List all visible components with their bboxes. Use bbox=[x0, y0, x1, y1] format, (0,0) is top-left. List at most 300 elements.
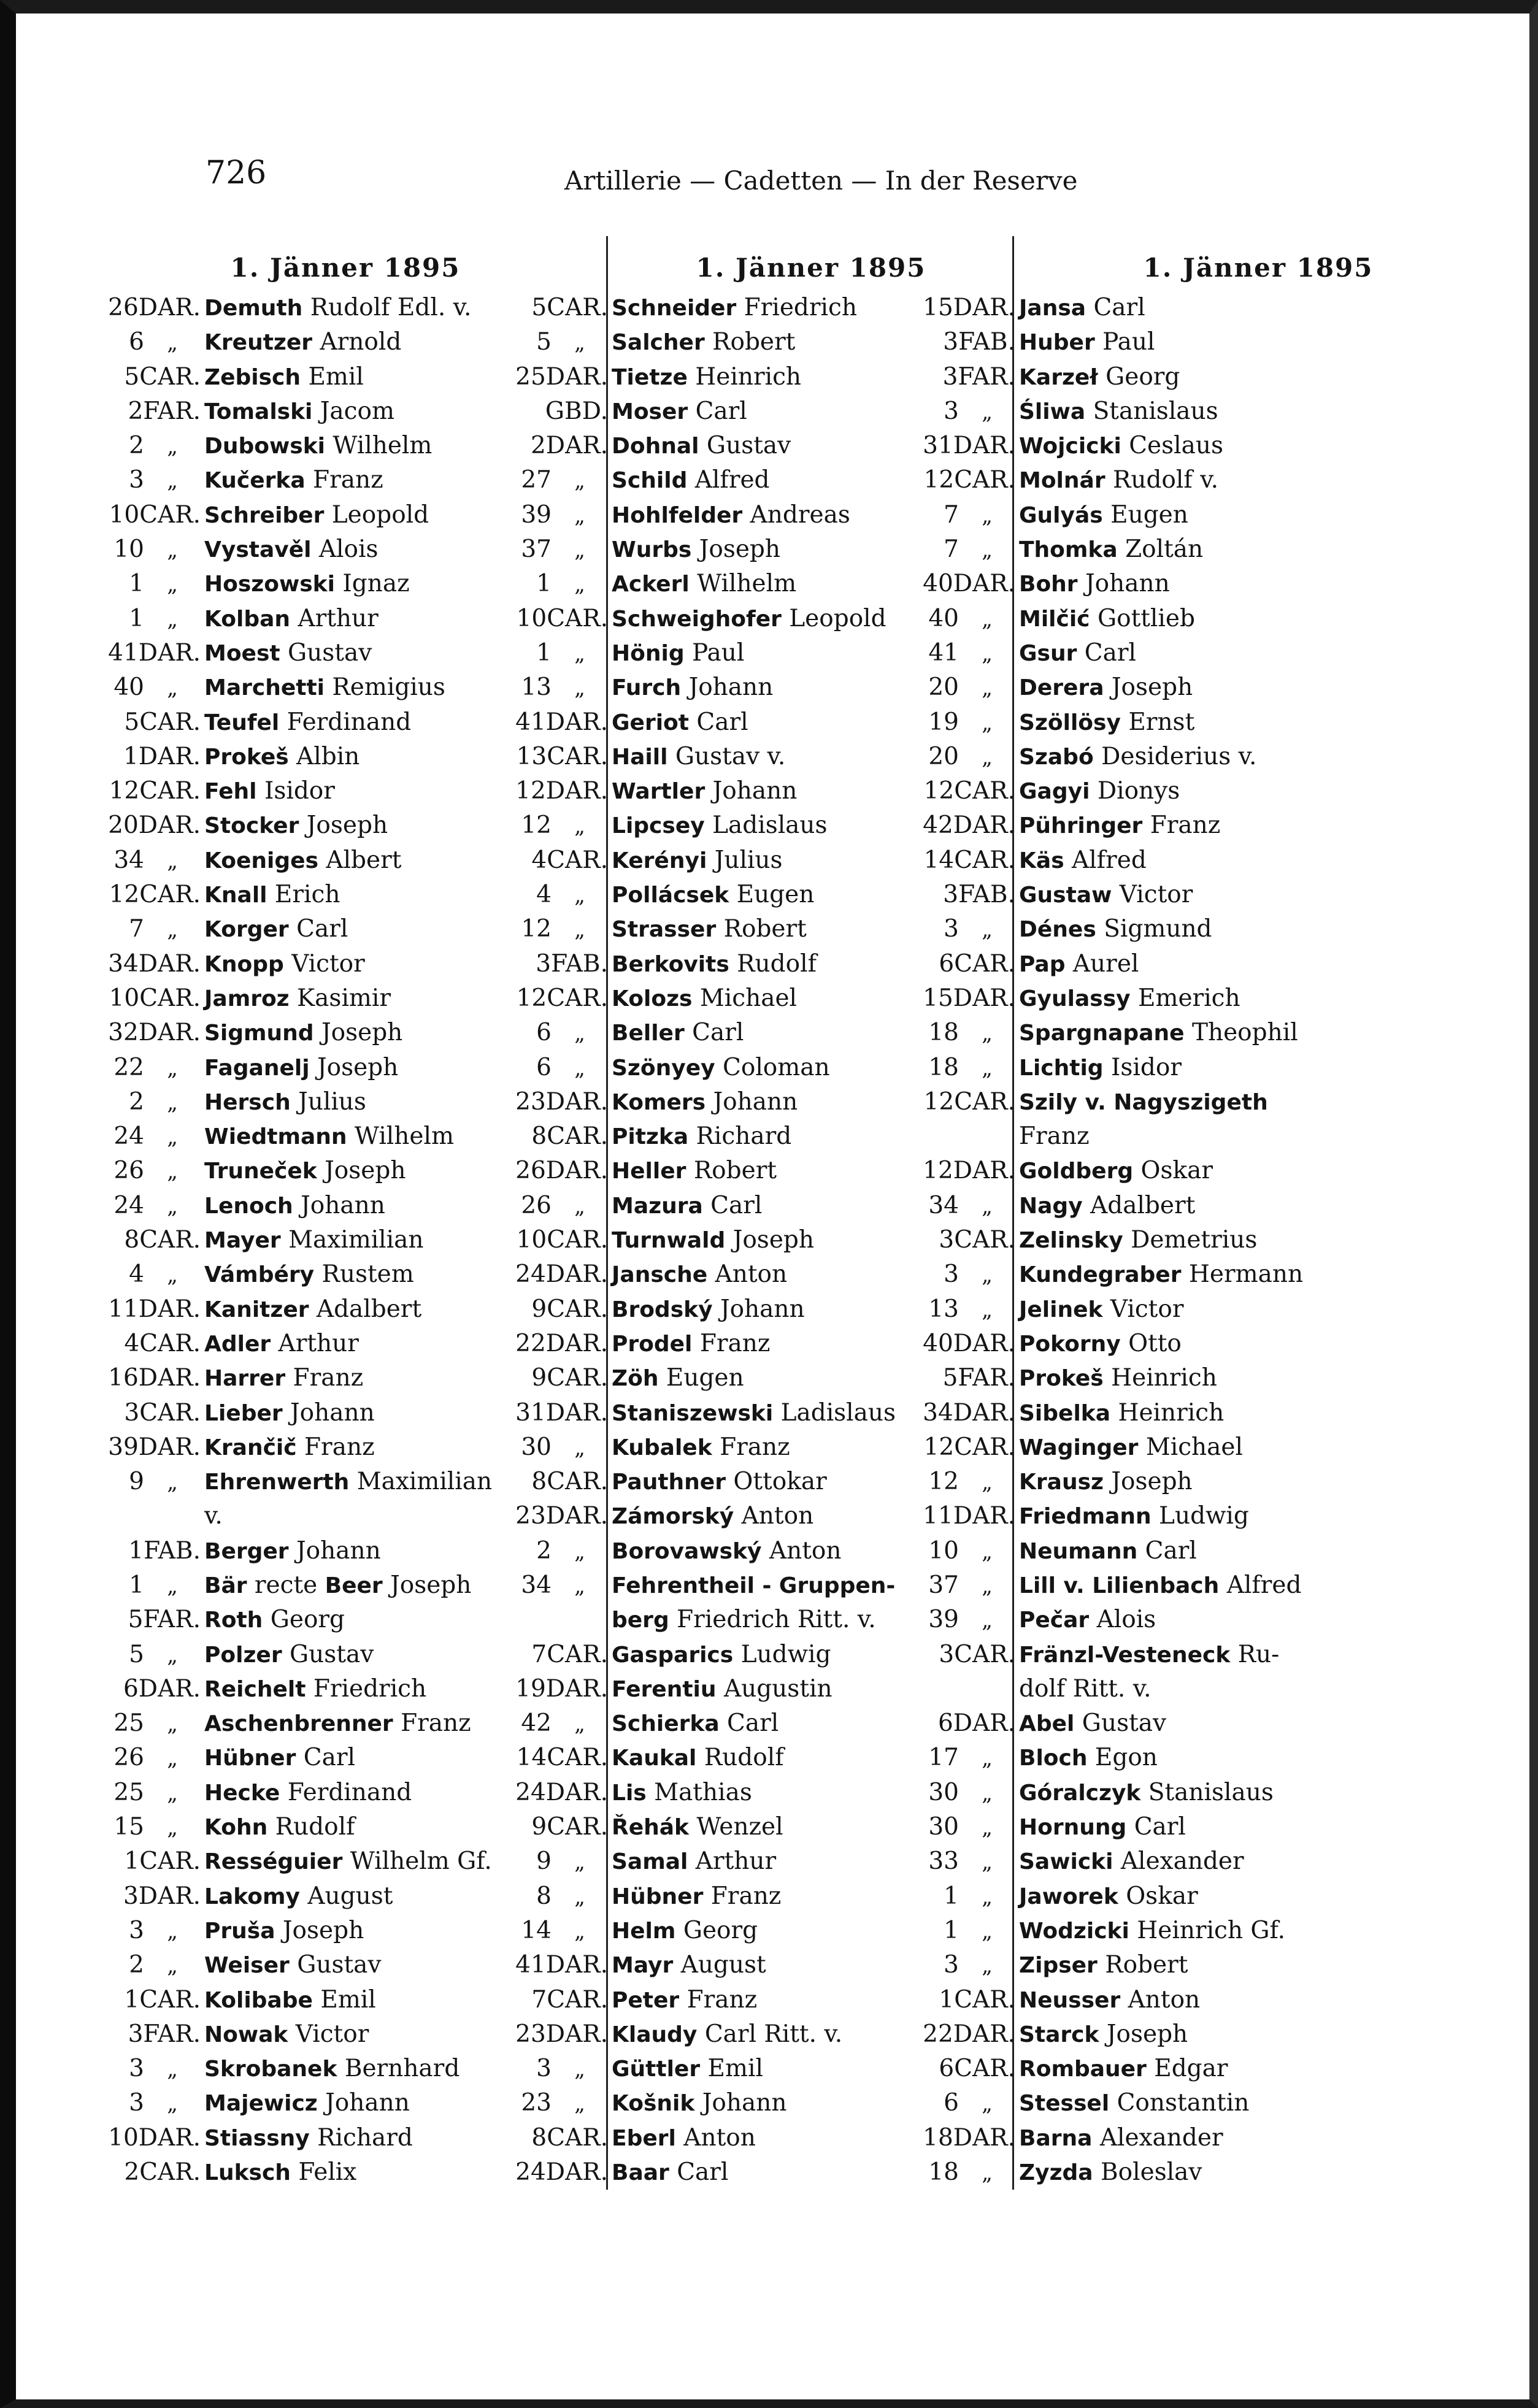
entry-surname: Pühringer bbox=[1019, 813, 1143, 839]
entry-name bbox=[612, 567, 796, 601]
entry-number bbox=[91, 705, 204, 740]
entry-given-name: Wilhelm Gf. bbox=[350, 1847, 492, 1876]
entry-given-name: Ladislaus bbox=[712, 811, 828, 840]
entry-number bbox=[91, 1257, 204, 1292]
entry-unit: DAR. bbox=[545, 1329, 608, 1357]
entry-unit: CAR. bbox=[954, 777, 1015, 805]
entry-name bbox=[1019, 2155, 1202, 2190]
entry-number bbox=[905, 1257, 1019, 1292]
entry-unit: CAR. bbox=[547, 742, 608, 770]
entry-given-name: Ferdinand bbox=[286, 708, 412, 736]
entry-given-name: Carl bbox=[1134, 1813, 1186, 1841]
entry-seniority: 3 bbox=[944, 397, 959, 425]
list-item bbox=[905, 912, 1531, 946]
entry-given-name: Gustav bbox=[706, 432, 791, 460]
entry-surname: Tietze bbox=[612, 364, 688, 390]
entry-unit: FAR. bbox=[958, 1364, 1015, 1392]
entry-seniority: 5 bbox=[536, 328, 552, 356]
entry-seniority: 9 bbox=[129, 1468, 144, 1496]
entry-given-name: Franz bbox=[686, 1985, 758, 2014]
entry-number bbox=[905, 981, 1019, 1016]
entry-name bbox=[204, 1327, 359, 1361]
entry-seniority: 1 bbox=[124, 1847, 140, 1876]
entry-name bbox=[1019, 1499, 1249, 1533]
entry-name bbox=[612, 808, 828, 843]
entry-name bbox=[204, 2155, 356, 2190]
entry-surname: Zöh bbox=[612, 1366, 659, 1392]
entry-given-name: Alois bbox=[318, 535, 379, 564]
entry-unit: „ bbox=[982, 1816, 993, 1841]
entry-given-name: Heinrich bbox=[1111, 1364, 1217, 1392]
entry-surname: Goldberg bbox=[1019, 1159, 1134, 1184]
entry-number bbox=[498, 567, 612, 601]
entry-surname: Kubalek bbox=[612, 1435, 712, 1460]
entry-name bbox=[204, 325, 401, 359]
entry-surname: Bär bbox=[204, 1573, 247, 1598]
entry-name bbox=[612, 1361, 744, 1395]
list-item bbox=[905, 602, 1531, 636]
entry-seniority: 6 bbox=[536, 1053, 552, 1081]
entry-unit: CAR. bbox=[139, 1226, 201, 1254]
entry-unit: „ bbox=[167, 434, 178, 459]
entry-seniority: 12 bbox=[521, 811, 552, 840]
entry-unit: „ bbox=[574, 331, 585, 356]
entry-unit: „ bbox=[574, 1884, 585, 1909]
entry-seniority: 3 bbox=[129, 466, 144, 494]
entry-surname: Kundegraber bbox=[1019, 1262, 1182, 1288]
entry-seniority: 2 bbox=[129, 1951, 144, 1979]
entry-number bbox=[905, 1948, 1019, 1982]
entry-seniority: 40 bbox=[923, 1329, 953, 1357]
entry-given-name: Franz bbox=[293, 1364, 364, 1392]
entry-surname: Harrer bbox=[204, 1366, 286, 1392]
entry-unit: „ bbox=[982, 1194, 993, 1219]
entry-seniority: 3 bbox=[939, 1226, 955, 1254]
entry-given-name: Hermann bbox=[1188, 1260, 1304, 1289]
entry-name bbox=[204, 878, 340, 912]
entry-seniority: 24 bbox=[113, 1122, 144, 1151]
entry-given-name: Anton bbox=[683, 2123, 756, 2152]
entry-number bbox=[905, 1914, 1019, 1948]
entry-seniority: 3 bbox=[943, 881, 959, 909]
entry-surname: Schild bbox=[612, 468, 688, 494]
entry-seniority: 32 bbox=[108, 1019, 139, 1047]
entry-surname: Wiedtmann bbox=[204, 1124, 347, 1150]
entry-name bbox=[1019, 1844, 1244, 1879]
entry-name bbox=[1019, 1603, 1156, 1637]
list-item bbox=[905, 1672, 1531, 1706]
entry-surname: Luksch bbox=[204, 2160, 291, 2186]
entry-number bbox=[905, 1603, 1019, 1637]
entry-given-name: Isidor bbox=[1110, 1053, 1182, 1081]
entry-unit: „ bbox=[982, 1056, 993, 1081]
entry-name bbox=[612, 1914, 758, 1948]
entry-seniority: 16 bbox=[108, 1364, 139, 1392]
entry-given-name: Zoltán bbox=[1125, 535, 1204, 564]
entry-surname: Koeniges bbox=[204, 848, 318, 873]
entry-number bbox=[91, 1844, 204, 1879]
entry-number bbox=[498, 1327, 612, 1361]
entry-unit: „ bbox=[574, 1539, 585, 1564]
entry-name bbox=[612, 1879, 781, 1914]
entry-number bbox=[498, 532, 612, 567]
entry-given-name: Johann bbox=[296, 1536, 381, 1565]
entry-unit: „ bbox=[982, 1021, 993, 1046]
entry-name bbox=[204, 1465, 492, 1499]
entry-given-name: Joseph bbox=[1111, 673, 1193, 702]
entry-given-name: Robert bbox=[723, 915, 807, 943]
entry-seniority: 1 bbox=[124, 1985, 140, 2014]
entry-surname: Lieber bbox=[204, 1400, 283, 1426]
entry-surname: Sibelka bbox=[1019, 1400, 1111, 1426]
entry-unit: DAR. bbox=[545, 2020, 608, 2048]
entry-surname: Berkovits bbox=[612, 951, 729, 977]
entry-unit: DAR. bbox=[953, 2123, 1015, 2152]
entry-unit: „ bbox=[167, 2057, 178, 2082]
entry-number bbox=[91, 808, 204, 843]
entry-unit: CAR. bbox=[547, 1468, 608, 1496]
entry-seniority: 12 bbox=[109, 881, 140, 909]
column-heading: 1. Jänner 1895 bbox=[230, 253, 461, 283]
entry-seniority: 2 bbox=[128, 397, 144, 425]
page-number: 726 bbox=[206, 155, 267, 191]
entry-seniority: 34 bbox=[521, 1571, 552, 1599]
entry-number bbox=[91, 774, 204, 808]
entry-surname: Rességuier bbox=[204, 1849, 343, 1875]
entry-name bbox=[1019, 1223, 1257, 1257]
entry-surname: Fehl bbox=[204, 779, 257, 805]
entry-unit: DAR. bbox=[545, 1951, 608, 1979]
entry-seniority: 5 bbox=[128, 1606, 144, 1634]
entry-given-name: Rudolf bbox=[704, 1744, 784, 1772]
list-item bbox=[905, 1534, 1531, 1568]
entry-unit: „ bbox=[574, 2057, 585, 2082]
entry-seniority: 5 bbox=[942, 1364, 958, 1392]
entry-given-name: Gustav bbox=[1082, 1709, 1167, 1738]
entry-number bbox=[905, 1292, 1019, 1327]
entry-number bbox=[498, 1189, 612, 1223]
entry-unit: DAR. bbox=[138, 1019, 201, 1047]
entry-seniority: 27 bbox=[521, 466, 552, 494]
entry-number bbox=[498, 1465, 612, 1499]
entry-number bbox=[498, 1879, 612, 1914]
entry-given-name: Egon bbox=[1094, 1744, 1158, 1772]
entry-name bbox=[612, 774, 797, 808]
entry-seniority: 5 bbox=[531, 294, 547, 321]
entry-surname: Wartler bbox=[612, 779, 706, 805]
entry-unit: „ bbox=[167, 1470, 178, 1495]
entry-name bbox=[612, 602, 886, 636]
entry-unit: „ bbox=[982, 1954, 993, 1979]
entry-number bbox=[91, 532, 204, 567]
entry-surname: Peter bbox=[612, 1987, 680, 2013]
entry-given-name: Heinrich Gf. bbox=[1137, 1916, 1286, 1944]
entry-given-name: Franz bbox=[304, 1433, 375, 1461]
entry-name bbox=[204, 1914, 364, 1948]
entry-given-name: Ludwig bbox=[740, 1640, 831, 1668]
entry-unit: FAB. bbox=[144, 1536, 201, 1565]
entry-surname: Turnwald bbox=[612, 1228, 726, 1254]
entry-name bbox=[612, 878, 814, 912]
entry-given-name: dolf Ritt. v. bbox=[1019, 1674, 1152, 1703]
entry-name bbox=[612, 912, 807, 946]
entry-unit: „ bbox=[167, 1816, 178, 1841]
entry-name bbox=[204, 1672, 426, 1706]
entry-given-name: Johann bbox=[720, 1295, 805, 1323]
entry-name bbox=[204, 2121, 413, 2155]
entry-seniority: 9 bbox=[536, 1847, 552, 1876]
entry-number bbox=[905, 670, 1019, 705]
entry-name bbox=[612, 429, 791, 463]
entry-unit: „ bbox=[982, 1919, 993, 1944]
entry-number bbox=[91, 1914, 204, 1948]
entry-number bbox=[91, 1430, 204, 1465]
entry-unit: „ bbox=[574, 503, 585, 528]
entry-given-name: Gustav v. bbox=[675, 742, 786, 770]
entry-unit: CAR. bbox=[139, 362, 201, 391]
entry-name bbox=[1019, 1568, 1301, 1603]
entry-unit: „ bbox=[167, 1194, 178, 1219]
entry-number bbox=[91, 1327, 204, 1361]
entry-unit: CAR. bbox=[954, 466, 1015, 494]
entry-name bbox=[1019, 1948, 1188, 1982]
entry-surname: Krausz bbox=[1019, 1470, 1104, 1495]
entry-given-name: Wilhelm bbox=[697, 570, 797, 598]
entry-seniority: 3 bbox=[123, 1882, 139, 1910]
list-item bbox=[905, 498, 1531, 532]
entry-unit: „ bbox=[982, 676, 993, 701]
entry-name bbox=[1019, 2052, 1228, 2086]
entry-name bbox=[204, 1085, 366, 1119]
entry-number bbox=[91, 1948, 204, 1982]
entry-number bbox=[498, 1741, 612, 1775]
entry-surname: Barna bbox=[1019, 2125, 1093, 2151]
entry-given-name: Stanislaus bbox=[1093, 397, 1218, 425]
entry-given-name: Carl bbox=[303, 1744, 355, 1772]
entry-number bbox=[91, 981, 204, 1016]
entry-surname: Zámorský bbox=[612, 1504, 734, 1530]
entry-unit: CAR. bbox=[954, 949, 1015, 978]
entry-surname: Lis bbox=[612, 1780, 647, 1806]
entry-seniority: 6 bbox=[937, 1709, 953, 1738]
entry-surname: Weiser bbox=[204, 1953, 290, 1979]
entry-number bbox=[498, 1154, 612, 1188]
entry-number bbox=[498, 808, 612, 843]
entry-seniority: 9 bbox=[531, 1295, 547, 1323]
entry-unit: „ bbox=[167, 331, 178, 356]
entry-given-name: Maximilian bbox=[288, 1226, 424, 1254]
entry-given-name: Ladislaus bbox=[780, 1398, 896, 1427]
entry-given-name: Franz bbox=[720, 1433, 790, 1461]
entry-number bbox=[498, 394, 612, 429]
entry-unit: CAR. bbox=[547, 984, 608, 1012]
entry-seniority: 14 bbox=[516, 1744, 547, 1772]
entry-number bbox=[91, 1879, 204, 1914]
entry-seniority: 1 bbox=[129, 1571, 144, 1599]
entry-unit: „ bbox=[167, 1643, 178, 1668]
entry-seniority: 26 bbox=[515, 1157, 546, 1185]
entry-name bbox=[1019, 1430, 1243, 1465]
entry-given-name: Rudolf v. bbox=[1112, 466, 1219, 494]
entry-seniority: 2 bbox=[124, 2158, 140, 2187]
entry-name bbox=[1019, 1741, 1158, 1775]
entry-unit: „ bbox=[574, 1056, 585, 1081]
entry-given-name: Carl bbox=[296, 915, 348, 943]
entry-unit: CAR. bbox=[139, 1985, 201, 2014]
entry-seniority: 41 bbox=[108, 638, 139, 667]
entry-given-name: Johann bbox=[1085, 570, 1170, 598]
entry-seniority: 34 bbox=[923, 1398, 953, 1427]
entry-surname: Pauthner bbox=[612, 1470, 726, 1495]
entry-unit: GBD. bbox=[545, 397, 608, 425]
entry-name bbox=[204, 1638, 374, 1672]
entry-unit: CAR. bbox=[547, 1744, 608, 1772]
entry-seniority: 14 bbox=[521, 1916, 552, 1944]
entry-name bbox=[612, 1327, 770, 1361]
entry-unit: „ bbox=[574, 1194, 585, 1219]
entry-name bbox=[204, 843, 401, 878]
entry-name bbox=[1019, 1810, 1186, 1844]
entry-seniority: 6 bbox=[536, 1019, 552, 1047]
entry-seniority: 6 bbox=[939, 949, 955, 978]
entry-unit: DAR. bbox=[138, 949, 201, 978]
list-item bbox=[905, 774, 1531, 808]
entry-unit: DAR. bbox=[138, 1433, 201, 1461]
entry-unit: CAR. bbox=[954, 1433, 1015, 1461]
entry-name bbox=[204, 602, 379, 636]
entry-name bbox=[1019, 325, 1155, 359]
entry-number bbox=[91, 1396, 204, 1430]
entry-number bbox=[91, 1672, 204, 1706]
entry-given-name: Robert bbox=[1105, 1951, 1188, 1979]
entry-seniority: 22 bbox=[113, 1053, 144, 1081]
entry-name bbox=[612, 1672, 832, 1706]
entry-given-name: Wilhelm bbox=[333, 432, 433, 460]
entry-unit: CAR. bbox=[547, 1640, 608, 1668]
entry-given-name: Mathias bbox=[654, 1778, 752, 1806]
entry-given-name: Gustav bbox=[288, 638, 372, 667]
entry-unit: DAR. bbox=[545, 2158, 608, 2187]
entry-seniority: 12 bbox=[923, 777, 955, 805]
entry-seniority: 40 bbox=[928, 604, 959, 632]
entry-unit: DAR. bbox=[953, 1329, 1015, 1357]
entry-seniority: 5 bbox=[129, 1640, 144, 1668]
entry-seniority: 24 bbox=[515, 2158, 546, 2187]
entry-number bbox=[905, 463, 1019, 497]
entry-number bbox=[498, 1844, 612, 1879]
list-item bbox=[905, 1879, 1531, 1914]
entry-seniority: 3 bbox=[944, 1951, 959, 1979]
entry-seniority: 23 bbox=[515, 1087, 546, 1116]
list-item bbox=[905, 1016, 1531, 1050]
entry-unit: FAB. bbox=[551, 949, 608, 978]
list-item bbox=[905, 1638, 1531, 1672]
entry-given-name: Georg bbox=[683, 1916, 758, 1944]
entry-surname: Zyzda bbox=[1019, 2160, 1093, 2186]
entry-unit: DAR. bbox=[138, 811, 201, 840]
entry-unit: „ bbox=[574, 1573, 585, 1598]
entry-seniority: 4 bbox=[129, 1260, 144, 1289]
entry-seniority: 41 bbox=[515, 708, 546, 736]
entry-given-name: Johann bbox=[325, 2089, 410, 2117]
entry-unit: CAR. bbox=[139, 1329, 201, 1357]
entry-given-name: Jacom bbox=[320, 397, 394, 425]
entry-name bbox=[204, 1741, 355, 1775]
entry-surname: Gulyás bbox=[1019, 502, 1103, 528]
entry-seniority: 15 bbox=[923, 984, 953, 1012]
entry-unit: DAR. bbox=[953, 1709, 1015, 1738]
entry-unit: „ bbox=[167, 1712, 178, 1737]
entry-number bbox=[905, 1189, 1019, 1223]
entry-given-name: Joseph bbox=[325, 1157, 406, 1185]
entry-surname: Kohn bbox=[204, 1815, 268, 1841]
entry-given-name: Johann bbox=[688, 673, 774, 702]
list-item bbox=[905, 2017, 1531, 2052]
entry-number bbox=[498, 1534, 612, 1568]
entry-surname: Kerényi bbox=[612, 848, 707, 873]
entry-name bbox=[612, 2155, 728, 2190]
entry-number bbox=[498, 774, 612, 808]
entry-seniority: 26 bbox=[108, 294, 139, 321]
entry-seniority: 10 bbox=[113, 535, 144, 564]
entry-given-name: Augustin bbox=[723, 1674, 832, 1703]
entry-list bbox=[905, 291, 1531, 2190]
entry-seniority: 20 bbox=[928, 673, 959, 702]
entry-name bbox=[204, 1568, 471, 1603]
entry-number bbox=[91, 1568, 204, 1603]
entry-unit: DAR. bbox=[138, 294, 201, 321]
entry-seniority: 13 bbox=[521, 673, 552, 702]
entry-given-name: Johann bbox=[301, 1191, 385, 1219]
entry-surname: Lill v. Lilienbach bbox=[1019, 1573, 1220, 1598]
entry-surname: Hecke bbox=[204, 1780, 280, 1806]
entry-unit: DAR. bbox=[953, 2020, 1015, 2048]
entry-surname: Demuth bbox=[204, 296, 303, 321]
entry-unit: CAR. bbox=[547, 294, 608, 321]
entry-name bbox=[1019, 1189, 1195, 1223]
entry-number bbox=[905, 1810, 1019, 1844]
entry-seniority: 3 bbox=[536, 2055, 552, 2083]
entry-unit: „ bbox=[167, 1746, 178, 1771]
entry-unit: CAR. bbox=[547, 1226, 608, 1254]
entry-number bbox=[91, 1465, 204, 1499]
entry-number bbox=[905, 1879, 1019, 1914]
entry-name bbox=[612, 1568, 895, 1603]
entry-unit: „ bbox=[167, 918, 178, 943]
list-item bbox=[905, 1361, 1531, 1395]
entry-given-name: Carl bbox=[695, 397, 747, 425]
entry-number bbox=[498, 1810, 612, 1844]
entry-surname: Adler bbox=[204, 1331, 271, 1357]
entry-seniority: 4 bbox=[531, 846, 547, 874]
entry-seniority: 18 bbox=[928, 1053, 959, 1081]
entry-name bbox=[1019, 1672, 1152, 1706]
entry-number bbox=[498, 1948, 612, 1982]
entry-seniority: 1 bbox=[123, 742, 139, 770]
entry-given-name: Ceslaus bbox=[1129, 432, 1224, 460]
entry-name bbox=[612, 1189, 762, 1223]
entry-seniority: 30 bbox=[928, 1778, 959, 1806]
entry-seniority: 7 bbox=[531, 1985, 547, 2014]
entry-number bbox=[498, 1085, 612, 1119]
entry-surname: Neusser bbox=[1019, 1987, 1121, 2013]
entry-seniority: 3 bbox=[129, 2089, 144, 2117]
entry-surname: Lipcsey bbox=[612, 813, 705, 839]
entry-number bbox=[498, 1292, 612, 1327]
entry-surname: Lichtig bbox=[1019, 1055, 1104, 1081]
entry-given-name: Heinrich bbox=[695, 362, 802, 391]
entry-seniority: 10 bbox=[109, 500, 140, 529]
